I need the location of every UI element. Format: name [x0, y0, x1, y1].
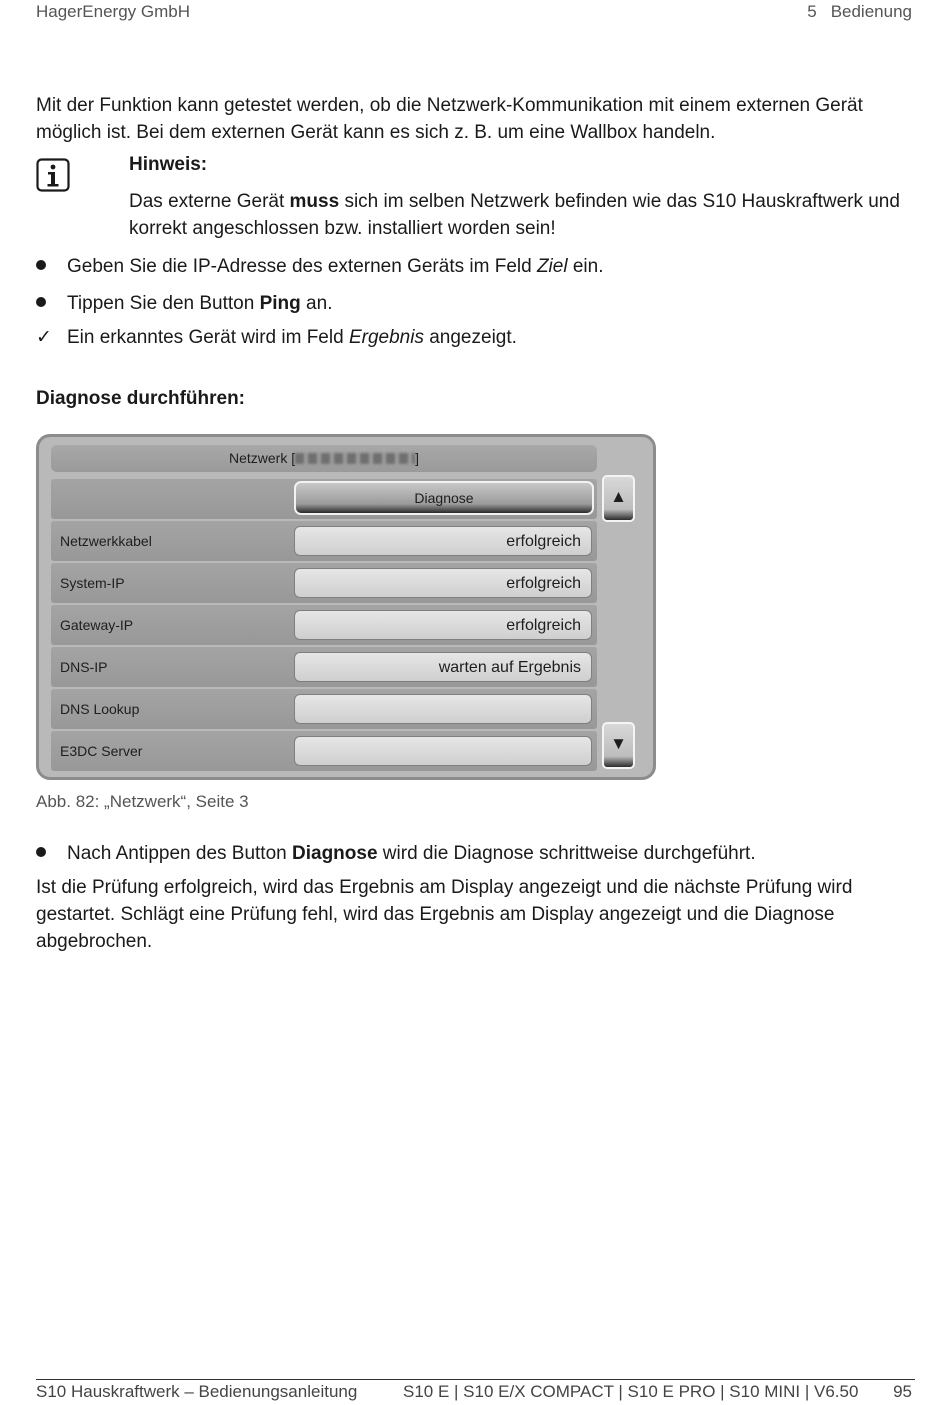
- checkmark-icon: ✓: [36, 327, 52, 348]
- footer-title: S10 Hauskraftwerk – Bedienungsanleitung: [36, 1382, 358, 1401]
- diag-value: erfolgreich: [294, 610, 592, 640]
- diag-row-netzwerkkabel: Netzwerkkabel erfolgreich: [51, 521, 597, 561]
- header-chapter: [807, 2, 912, 22]
- diagnose-button[interactable]: Diagnose: [294, 481, 594, 515]
- diag-row-gateway-ip: Gateway-IP erfolgreich: [51, 605, 597, 645]
- diag-value: [294, 736, 592, 766]
- note-emphasis: muss: [289, 191, 340, 212]
- figure-caption: Abb. 82: „Netzwerk“, Seite 3: [36, 792, 249, 811]
- diag-row-dns-ip: DNS-IP warten auf Ergebnis: [51, 647, 597, 687]
- bullet-dot: [36, 847, 46, 857]
- scroll-down-button[interactable]: ▼: [602, 722, 635, 769]
- diagnose-row: [51, 479, 597, 519]
- diag-value: [294, 694, 592, 724]
- section-title: Diagnose durchführen:: [36, 388, 246, 409]
- diag-row-system-ip: System-IP erfolgreich: [51, 563, 597, 603]
- diag-value: warten auf Ergebnis: [294, 652, 592, 682]
- blurred-address: [295, 453, 415, 464]
- page-number: 95: [893, 1382, 912, 1401]
- diag-value: erfolgreich: [294, 568, 592, 598]
- step-enter-ip: Geben Sie die IP-Adresse des externen Geräts im Feld Ziel ein.: [36, 253, 604, 280]
- bullet-dot: [36, 297, 46, 307]
- intro-paragraph: Mit der Funktion kann getestet werden, ob die Netzwerk-Kommunikation mit einem externen Gerät möglich ist. Bei dem externen Gerät kann es sich z. B. um eine Wallbox handeln.: [36, 95, 863, 143]
- step-result: ✓ Ein erkanntes Gerät wird im Feld Ergebnis angezeigt.: [36, 324, 517, 351]
- diag-value: erfolgreich: [294, 526, 592, 556]
- header-company: HagerEnergy GmbH: [36, 2, 191, 21]
- diag-row-dns-lookup: DNS Lookup: [51, 689, 597, 729]
- device-screen: [36, 434, 656, 780]
- note-body: Das externe Gerät muss sich im selben Netzwerk befinden wie das S10 Hauskraftwerk und korrekt angeschlossen bzw. installiert worden sein!: [129, 191, 900, 239]
- chapter-title: Bedienung: [830, 2, 912, 21]
- info-icon: [36, 158, 70, 192]
- note-title: Hinweis:: [129, 154, 208, 175]
- chapter-number: 5: [807, 2, 817, 21]
- footer-models: S10 E | S10 E/X COMPACT | S10 E PRO | S10 MINI | V6.50: [403, 1382, 859, 1401]
- device-title: Netzwerk [ ]: [51, 445, 597, 472]
- outro-paragraph: Ist die Prüfung erfolgreich, wird das Ergebnis am Display angezeigt und die nächste Prüfung wird gestartet. Schlägt eine Prüfung fehl, wird das Ergebnis am Display angezeigt und die Diagnose abgebrochen.: [36, 877, 853, 952]
- diag-row-e3dc-server: E3DC Server: [51, 731, 597, 771]
- step-tap-ping: Tippen Sie den Button Ping an.: [36, 290, 332, 317]
- bullet-dot: [36, 260, 46, 270]
- step-diagnose: Nach Antippen des Button Diagnose wird die Diagnose schrittweise durchgeführt.: [36, 840, 756, 867]
- scroll-up-button[interactable]: ▲: [602, 475, 635, 522]
- footer-divider: [36, 1379, 915, 1380]
